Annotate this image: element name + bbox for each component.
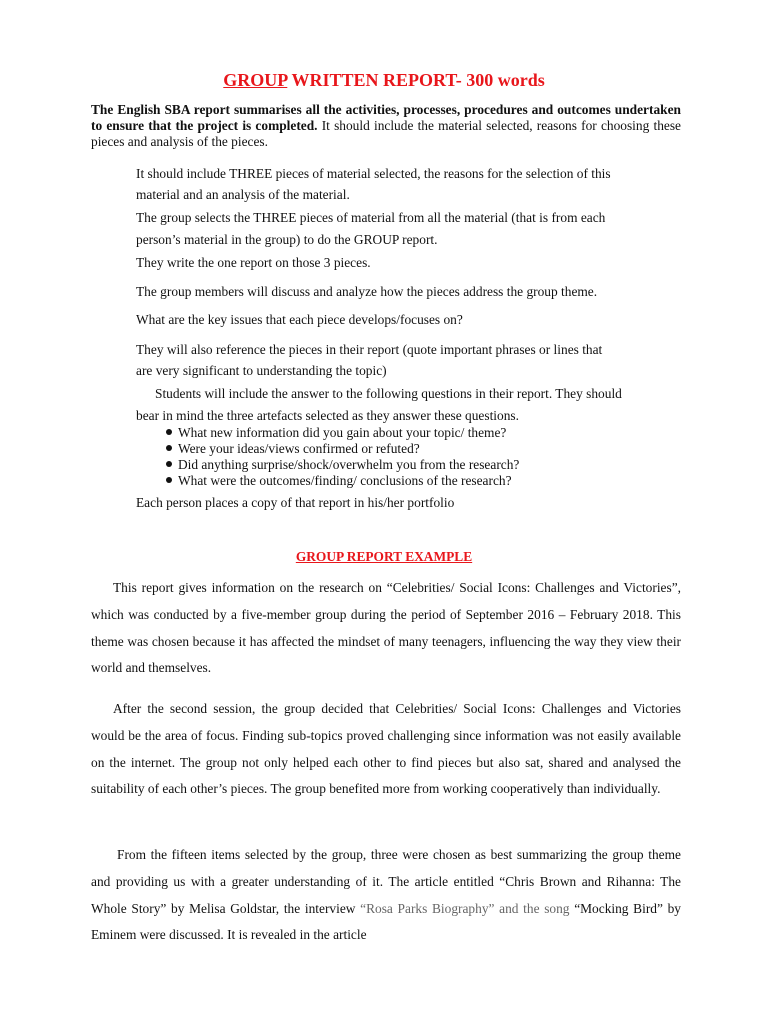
question-bullet: Were your ideas/views confirmed or refuted? (166, 441, 420, 457)
instruction-line: What are the key issues that each piece develops/focuses on? (136, 312, 463, 327)
intro-paragraph (91, 102, 681, 150)
bullet-dot-icon (166, 445, 172, 451)
intro-bold-text: The English SBA report summarises all the activities, processes, procedures and outcomes undertaken to ensure that the project is completed. (91, 102, 681, 133)
instruction-line: are very significant to understanding the topic) (136, 363, 387, 378)
page-title: GROUP WRITTEN REPORT- 300 words (223, 70, 545, 90)
instruction-line: person’s material in the group) to do the GROUP report. (136, 232, 438, 247)
instruction-line: The group selects the THREE pieces of material from all the material (that is from each (136, 210, 606, 225)
paragraph-3: From the fifteen items selected by the group, three were chosen as best summarizing the group theme and providing us with a greater understanding of it. The article entitled “Chris Brown and Rihanna: The Whole Story” by Melisa Goldstar, the interview “Rosa Parks Biography” and the song “Mocking Bird” by Eminem were discussed. It is revealed in the article (91, 847, 682, 943)
instruction-line: bear in mind the three artefacts selected as they answer these questions. (136, 408, 519, 423)
question-bullet: What new information did you gain about your topic/ theme? (166, 425, 506, 441)
instruction-line: The group members will discuss and analyze how the pieces address the group theme. (136, 284, 598, 299)
instruction-line: It should include THREE pieces of material selected, the reasons for the selection of this (136, 166, 611, 181)
bullet-dot-icon (166, 429, 172, 435)
intro-normal-text: It should include the material selected, reasons for choosing these pieces and analysis of the pieces. (91, 118, 681, 149)
paragraph-2: After the second session, the group decided that Celebrities/ Social Icons: Challenges and Victories would be the area of focus. Finding sub-topics proved challenging since information was not easily available on the internet. The group not only helped each other to find pieces but also sat, shared and analysed the suitability of each other’s pieces. The group benefited more from working cooperatively than individually. (91, 701, 681, 797)
instruction-line: Students will include the answer to the following questions in their report. They should (155, 386, 622, 401)
example-heading: GROUP REPORT EXAMPLE (295, 549, 473, 564)
instruction-line: They write the one report on those 3 pieces. (136, 255, 371, 270)
paragraph-1: This report gives information on the research on “Celebrities/ Social Icons: Challenges and Victories”, which was conducted by a five-member group during the period of September 2016 – February 2018. This theme was chosen because it has affected the mindset of many teenagers, influencing the way they view their world and themselves. (91, 580, 681, 676)
portfolio-note: Each person places a copy of that report in his/her portfolio (136, 495, 455, 510)
grey-text: “Rosa Parks Biography” and the song (360, 900, 570, 916)
bullet-dot-icon (166, 461, 172, 467)
instruction-line: They will also reference the pieces in their report (quote important phrases or lines that (136, 342, 603, 357)
instruction-line: material and an analysis of the material. (136, 187, 350, 202)
question-bullet: Did anything surprise/shock/overwhelm you from the research? (166, 457, 519, 473)
question-bullet: What were the outcomes/finding/ conclusions of the research? (166, 473, 512, 489)
bullet-dot-icon (166, 477, 172, 483)
